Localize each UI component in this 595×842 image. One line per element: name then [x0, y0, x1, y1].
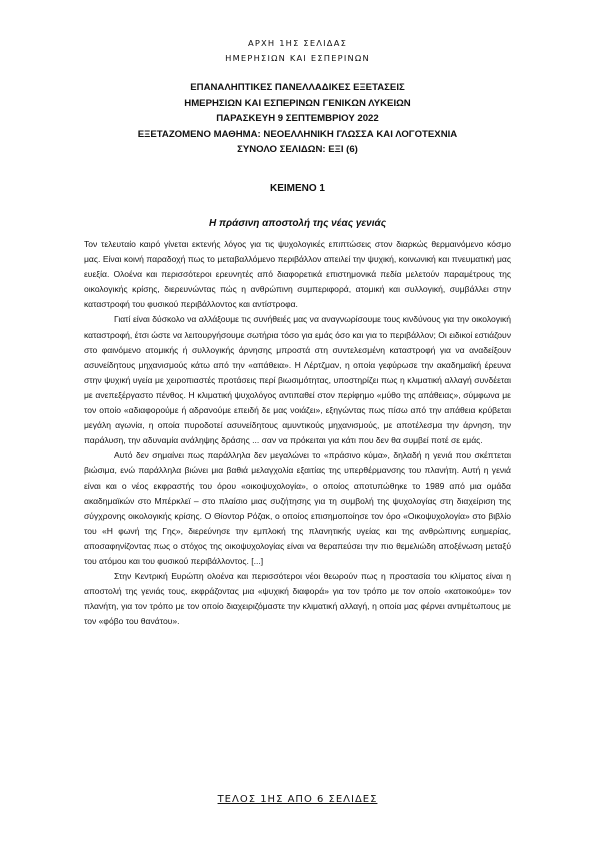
- text-paragraph: Στην Κεντρική Ευρώπη ολοένα και περισσότεροι νέοι θεωρούν πως η προστασία του κλίματος είναι η αποστολή της γενιάς τους, εκφράζοντας μια «ψυχική διαφορά» για τον τρόπο με τον οποίο «κατοικούμε» τον πλανήτη, για τον τρόπο με τον οποίο διαχειριζόμαστε την κλιματική αλλαγή, η οποία μας φέρνει αντιμέτωπους με τον «φόβο του θανάτου».: [84, 571, 511, 627]
- page-start-label: ΑΡΧΗ 1ΗΣ ΣΕΛΙΔΑΣ: [247, 38, 348, 48]
- page-footer: ΤΕΛΟΣ 1ΗΣ ΑΠΟ 6 ΣΕΛΙΔΕΣ: [217, 794, 378, 805]
- text-paragraph: Αυτό δεν σημαίνει πως παράλληλα δεν μεγαλώνει το «πράσινο κύμα», δηλαδή η γενιά που σκέπτεται βιώσιμα, ενώ παράλληλα βιώνει μια βαθιά μελαγχολία εξαιτίας της υπερθέρμανσης του πλανήτη. Αυτή η γενιά είναι και ο νέος εκφραστής του όρου «οικοψυχολογία», ο οποίος αποτυπώθηκε το 1989 από μια ομάδα ακαδημαϊκών στο Μπέρκλεϊ – στο πλαίσιο μιας συζήτησης για τη συμβολή της ψυχολογίας στη διαχείριση της σύγχρονης οικολογικής κρίσης. Ο Θίοντορ Ρόζακ, ο οποίος επισημοποίησε τον όρο «Οικοψυχολογία» στο βιβλίο του «Η φωνή της Γης», διερεύνησε την εμπλοκή της πλανητικής υγείας και της ανθρώπινης ευημερίας, αποσαφηνίζοντας πως ο στόχος της οικοψυχολογίας είναι να θεραπεύσει την πιο θεμελιώδη αποξένωση μεταξύ του ατόμου και του φυσικού περιβάλλοντος. [...]: [84, 450, 511, 566]
- exam-title: ΕΠΑΝΑΛΗΠΤΙΚΕΣ ΠΑΝΕΛΛΑΔΙΚΕΣ ΕΞΕΤΑΣΕΙΣ: [190, 82, 405, 93]
- text-paragraph: Γιατί είναι δύσκολο να αλλάξουμε τις συνήθειές μας να αναγνωρίσουμε τους κινδύνους για την οικολογική καταστροφή, έτσι ώστε να λειτουργήσουμε σωτήρια τόσο για εμάς όσο και για το περιβάλλον; Οι ειδικοί εστιάζουν στο φαινόμενο ατομικής ή συλλογικής άρνησης μπροστά στη συντελεσμένη καταστροφή για να αναδείξουν ασυνείδητους μηχανισμούς κάτω από την «απάθεια». Η Λέρτζμαν, η οποία γεφύρωσε την ακαδημαϊκή έρευνα στην ψυχική υγεία με χειροπιαστές προτάσεις περί βιωσιμότητας, υποστηρίζει πως η κλιματική αλλαγή συνδέεται με ανεπεξέργαστο πένθος. Η κλιματική ψυχολόγος αντιπαθεί στον περίφημο «μύθο της απάθειας», σύμφωνα με τον οποίο «αδιαφορούμε ή αδρανούμε επειδή δε μας νοιάζει», εξηγώντας πως πίσω από την απάθεια κρύβεται μεγάλη αγωνία, η οποία πυροδοτεί ασυνείδητους αμυντικούς μηχανισμούς, με αποτέλεσμα την άρνηση, την παράλυση, την αδυναμία ανάληψης δράσης ... σαν να πρόκειται για κάτι που δεν θα συμβεί ποτέ σε εμάς.: [84, 314, 511, 446]
- exam-date: ΠΑΡΑΣΚΕΥΗ 9 ΣΕΠΤΕΜΒΡΙΟΥ 2022: [216, 113, 379, 124]
- page-top-header: [0, 36, 595, 66]
- exam-page-count: ΣΥΝΟΛΟ ΣΕΛΙΔΩΝ: ΕΞΙ (6): [237, 144, 358, 155]
- school-type-label: ΗΜΕΡΗΣΙΩΝ ΚΑΙ ΕΣΠΕΡΙΝΩΝ: [225, 53, 370, 63]
- text-body: [84, 237, 511, 629]
- exam-header: [0, 80, 595, 158]
- text-title: Η πράσινη αποστολή της νέας γενιάς: [208, 218, 387, 229]
- text-paragraph: Τον τελευταίο καιρό γίνεται εκτενής λόγος για τις ψυχολογικές επιπτώσεις στον διαρκώς θερμαινόμενο κόσμο μας. Είναι κοινή παραδοχή πως το μεταβαλλόμενο περιβάλλον απειλεί την ψυχική, κοινωνική και πνευματική μας ευεξία. Ολοένα και περισσότεροι ερευνητές από διαφορετικά επιστημονικά πεδία μελετούν παραμέτρους της οικολογικής κρίσης, διερευνώντας πώς η ανθρώπινη συμπεριφορά, ατομική και συλλογική, συμβάλλει στην καταστροφή του φυσικού περιβάλλοντος και αντίστροφα.: [84, 239, 511, 310]
- exam-subject: ΕΞΕΤΑΖΟΜΕΝΟ ΜΑΘΗΜΑ: ΝΕΟΕΛΛΗΝΙΚΗ ΓΛΩΣΣΑ ΚΑΙ ΛΟΓΟΤΕΧΝΙΑ: [137, 128, 458, 140]
- exam-schools: ΗΜΕΡΗΣΙΩΝ ΚΑΙ ΕΣΠΕΡΙΝΩΝ ΓΕΝΙΚΩΝ ΛΥΚΕΙΩΝ: [184, 97, 411, 109]
- text-label: ΚΕΙΜΕΝΟ 1: [269, 183, 325, 194]
